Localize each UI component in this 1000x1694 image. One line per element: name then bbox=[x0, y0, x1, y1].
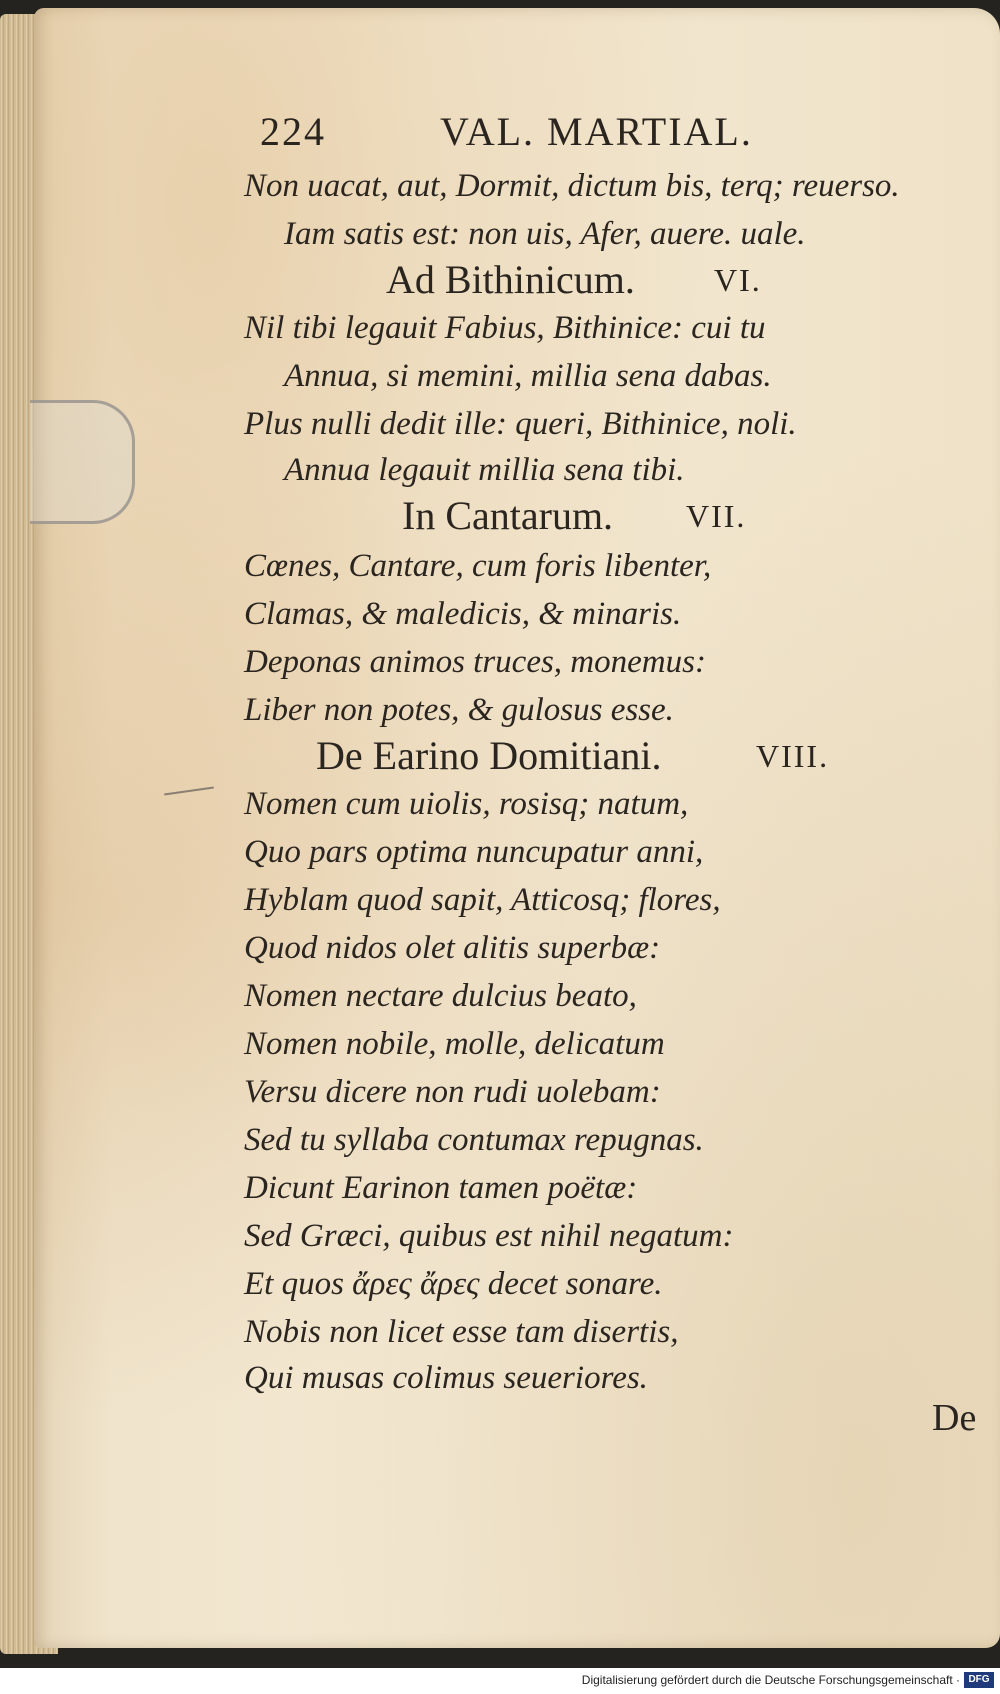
verse-line: Quo pars optima nuncupatur anni, bbox=[244, 834, 704, 870]
epigram-heading: Ad Bithinicum. bbox=[386, 257, 635, 302]
page-number: 224 bbox=[260, 109, 326, 154]
verse-line: Deponas animos truces, monemus: bbox=[244, 644, 706, 680]
epigram-number: VII. bbox=[686, 498, 747, 534]
verse-line: Versu dicere non rudi uolebam: bbox=[244, 1074, 661, 1110]
verse-line: Nobis non licet esse tam disertis, bbox=[244, 1314, 679, 1350]
book-page bbox=[34, 8, 1000, 1648]
verse-line: Qui musas colimus seueriores. bbox=[244, 1360, 648, 1396]
verse-line: Nomen nobile, molle, delicatum bbox=[244, 1026, 665, 1062]
epigram-number: VI. bbox=[714, 262, 762, 298]
verse-line: Liber non potes, & gulosus esse. bbox=[244, 692, 674, 728]
running-title: VAL. MARTIAL. bbox=[440, 109, 753, 154]
pencil-mark bbox=[164, 787, 214, 796]
epigram-heading: De Earino Domitiani. bbox=[316, 733, 662, 778]
verse-line: Sed tu syllaba contumax repugnas. bbox=[244, 1122, 704, 1158]
verse-line: Nomen cum uiolis, rosisq; natum, bbox=[244, 786, 689, 822]
verse-line: Plus nulli dedit ille: queri, Bithinice, noli. bbox=[244, 406, 797, 442]
verse-line: Clamas, & maledicis, & minaris. bbox=[244, 596, 682, 632]
verse-line: Annua legauit millia sena tibi. bbox=[284, 452, 685, 488]
catchword: De bbox=[932, 1397, 977, 1439]
footer-credit: Digitalisierung gefördert durch die Deutsche Forschungsgemeinschaft · bbox=[581, 1673, 960, 1687]
verse-line: Cœnes, Cantare, cum foris libenter, bbox=[244, 548, 712, 584]
verse-line: Nomen nectare dulcius beato, bbox=[244, 978, 637, 1014]
digitization-footer bbox=[0, 1668, 1000, 1694]
epigram-number: VIII. bbox=[756, 738, 830, 774]
verse-line: Et quos ἄρες ἄρες decet sonare. bbox=[244, 1266, 663, 1302]
verse-line: Nil tibi legauit Fabius, Bithinice: cui tu bbox=[244, 310, 766, 346]
verse-line: Hyblam quod sapit, Atticosq; flores, bbox=[244, 882, 721, 918]
verse-line: Sed Græci, quibus est nihil negatum: bbox=[244, 1218, 734, 1254]
page-clip bbox=[30, 400, 135, 524]
verse-line: Annua, si memini, millia sena dabas. bbox=[284, 358, 772, 394]
verse-line: Non uacat, aut, Dormit, dictum bis, terq; reuerso. bbox=[244, 168, 900, 204]
verse-line: Dicunt Earinon tamen poëtæ: bbox=[244, 1170, 638, 1206]
epigram-heading: In Cantarum. bbox=[402, 493, 614, 538]
verse-line: Quod nidos olet alitis superbæ: bbox=[244, 930, 661, 966]
verse-line: Iam satis est: non uis, Afer, auere. uale. bbox=[284, 216, 806, 252]
dfg-logo-icon: DFG bbox=[964, 1672, 994, 1688]
